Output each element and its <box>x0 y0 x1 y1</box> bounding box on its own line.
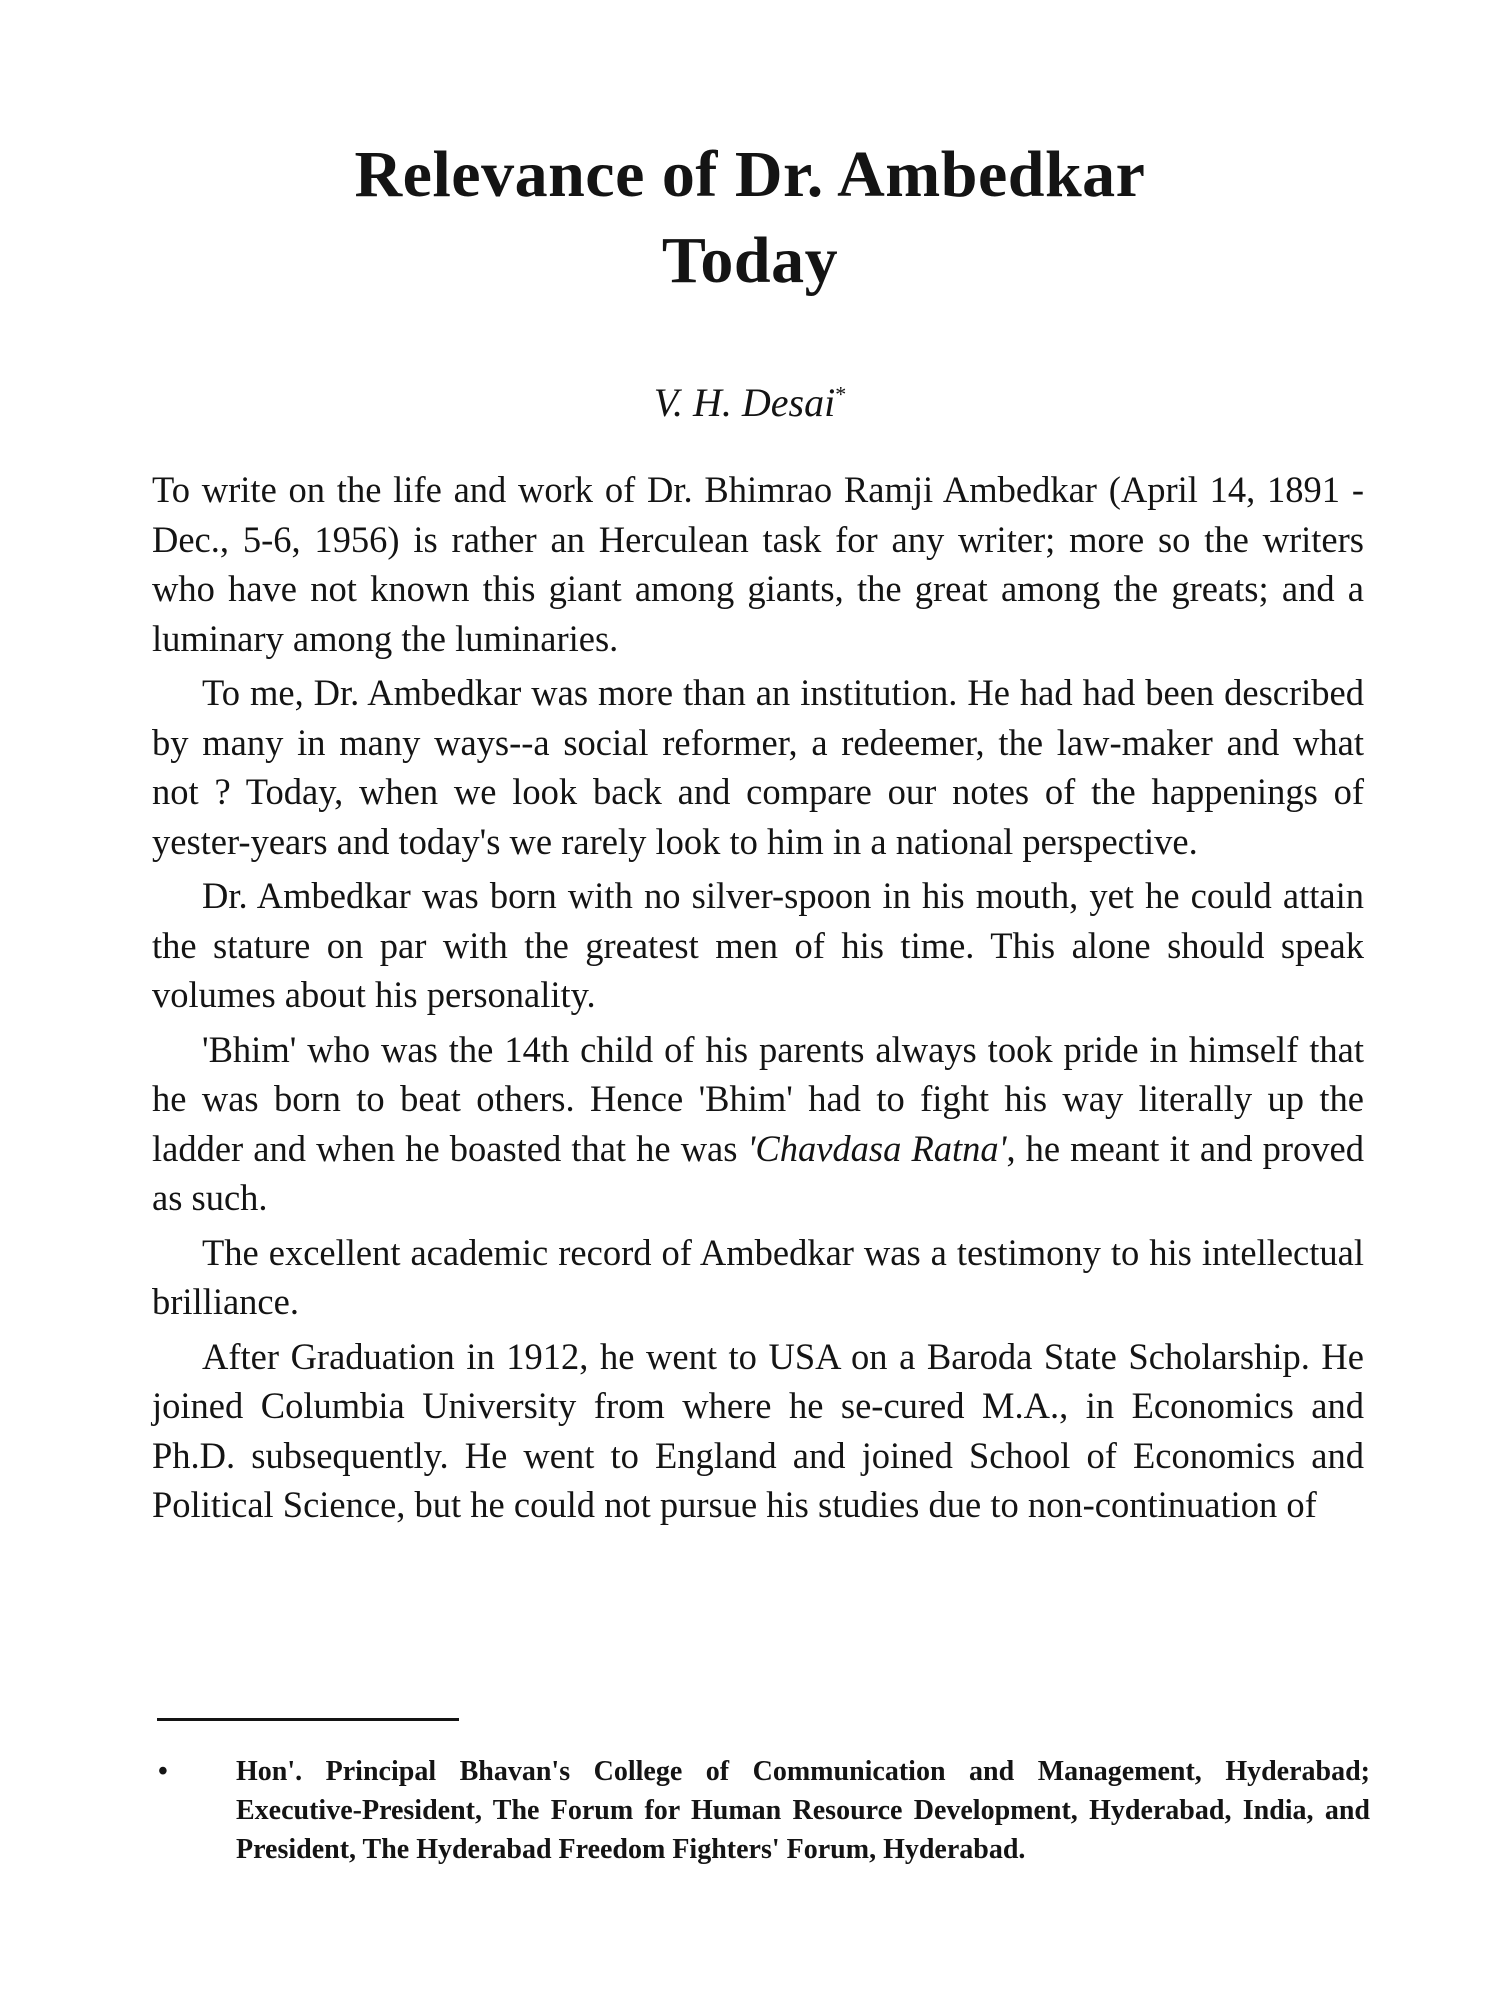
footnote-bullet: • <box>158 1756 168 1787</box>
author-footnote-mark: * <box>835 381 847 407</box>
paragraph-4-text-b: , he meant it and proved as such. <box>152 1127 1364 1218</box>
paragraph-1: To write on the life and work of Dr. Bhimrao Ramji Ambedkar (April 14, 1891 - Dec., 5-6, 1956) is rather an Herculean task for any writer; more so the writers who have not known this giant among giants, the great among the greats; and a luminary among the luminaries. <box>152 469 1364 659</box>
paragraph-4-italic: 'Chavdasa Ratna' <box>747 1127 1007 1169</box>
footnote-separator <box>157 1718 459 1721</box>
title-line-2: Today <box>661 224 839 297</box>
footnote-text: Hon'. Principal Bhavan's College of Communication and Management, Hyderabad; Executive-President, The Forum for Human Resource Development, Hyderabad, India, and President, The Hyderabad Freedom Fighters' Forum, Hyderabad. <box>236 1756 1370 1865</box>
author-name: V. H. Desai <box>653 380 836 425</box>
paragraph-4-text-a: 'Bhim' who was the 14th child of his parents always took pride in himself that he was born to beat others. Hence 'Bhim' had to fight his way literally up the ladder and when he boasted that he was <box>152 1028 1364 1169</box>
title-line-1: Relevance of Dr. Ambedkar <box>354 138 1146 211</box>
article-title <box>150 132 1350 304</box>
paragraph-6: After Graduation in 1912, he went to USA on a Baroda State Scholarship. He joined Columbia University from where he se-cured M.A., in Economics and Ph.D. subsequently. He went to England and joined School of Economics and Political Science, but he could not pursue his studies due to non-continuation of <box>152 1335 1364 1525</box>
footnote <box>158 1752 1370 1869</box>
paragraph-3: Dr. Ambedkar was born with no silver-spoon in his mouth, yet he could attain the stature on par with the greatest men of his time. This alone should speak volumes about his personality. <box>152 875 1364 1015</box>
author-byline <box>150 378 1350 428</box>
article-body <box>152 465 1364 1535</box>
paragraph-2: To me, Dr. Ambedkar was more than an institution. He had had been described by many in many ways--a social reformer, a redeemer, the law-maker and what not ? Today, when we look back and compare our notes of the happenings of yester-years and today's we rarely look to him in a national perspective. <box>152 672 1364 862</box>
paragraph-4 <box>152 1025 1364 1223</box>
paragraph-5: The excellent academic record of Ambedkar was a testimony to his intellectual brilliance. <box>152 1231 1364 1322</box>
